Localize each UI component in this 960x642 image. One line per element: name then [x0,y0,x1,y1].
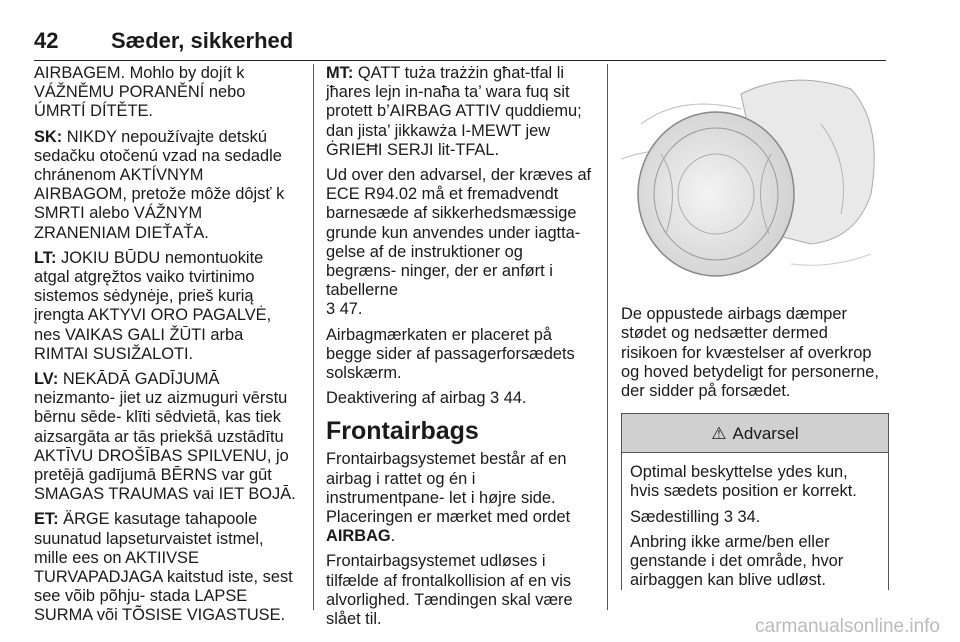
paragraph: Airbagmærkaten er placeret på begge sider af passagerforsædets solskærm. [326,325,575,383]
paragraph: Frontairbagsystemet udløses i tilfælde af frontalkollision af en vis alvorlighed. Tændingen skal være slået til. [326,552,573,629]
paragraph: AIRBAGEM. Mohlo by dojít k VÁŽNĚMU PORANĚNÍ nebo ÚMRTÍ DÍTĚTE. [34,64,246,121]
column-divider [313,64,314,610]
page-ref-icon: 3 [723,507,733,526]
paragraph: Ud over den advarsel, der kræves af ECE R94.02 må et fremadvendt barnesæde af sikkerhedsmæssige grunde kun anvendes under iagtta- gelse af de instruktioner og begræns- ninger, der er anført i tabellerne 3 47. [326,166,592,319]
paragraph: Frontairbagsystemet består af en airbag i rattet og én i instrumentpane- let i højre side. Placeringen er mærket med ordet AIRBAG. [326,450,571,546]
paragraph-lv: LV: NEKĀDĀ GADĪJUMĀ neizmanto- jiet uz aizmuguri vērstu bērnu sēde- klīti sēdvietā, kas tiek aizsargāta ar tās priekšā uzstādītu AKTĪVU DROŠĪBAS SPILVENU, jo pretējā gadījumā BĒRNS var gūt SMAGAS TRAUMAS vai IET BOJĀ. [34,370,296,504]
page-ref-link[interactable]: 34. [737,507,761,526]
paragraph: Sædestilling 3 34. [630,507,761,526]
warning-body [622,453,888,590]
page-number: 42 [34,28,59,53]
column-3 [621,64,887,596]
page-ref-link[interactable]: 44. [503,389,527,408]
warning-header [622,413,888,453]
paragraph-lt: LT: JOKIU BŪDU nemontuokite atgal atgręžtos vaiko tvirtinimo sistemos sėdynėje, prieš kurią įrengta AKTYVI ORO PAGALVĖ, nes VAIKAS GALI ŽŪTI arba RIMTAI SUSIŽALOTI. [34,248,272,363]
watermark: carmanualsonline.info [755,616,940,637]
airbag-illustration [621,64,887,286]
paragraph-et: ET: ÄRGE kasutage tahapoole suunatud lapseturvaistet istmel, mille ees on AKTIIVSE TURVAPADJAGA kaitstud iste, sest see võib põhju- stada LAPSE SURMA või TÕSISE VIGASTUSE. [34,510,293,625]
page-ref-link[interactable]: 47. [339,300,363,319]
column-divider [607,64,608,610]
column-1 [34,64,296,632]
paragraph: Optimal beskyttelse ydes kun, hvis sædets position er korrekt. [630,463,857,501]
section-title: Sæder, sikkerhed [111,28,294,53]
paragraph: Anbring ikke arme/ben eller genstande i det område, hvor airbaggen kan blive udløst. [630,532,844,590]
column-2 [326,64,592,635]
page-ref-icon: 3 [490,389,500,408]
paragraph: Deaktivering af airbag 3 44. [326,389,527,408]
page-ref-icon: 3 [326,300,336,319]
figure-caption: De oppustede airbags dæmper stødet og nedsætter dermed risikoen for kvæstelser af overkrop og hoved betydeligt for personerne, der sidder på forsædet. [621,305,879,401]
warning-box [621,413,889,590]
heading-frontairbags: Frontairbags [326,417,479,446]
paragraph-mt: MT: QATT tuża trażżin għat-tfal li jħares lejn in-naħa ta’ wara fuq sit protett b’AIRBAG ATTIV quddiemu; dan jista’ jikkawża I-MEWT jew ĠRIEĦI SERJI lit-TFAL. [326,64,582,159]
warning-title: Advarsel [732,423,799,443]
page-header [34,20,886,61]
paragraph-sk: SK: NIKDY nepoužívajte detskú sedačku otočenú vzad na sedadle chránenom AKTÍVNYM AIRBAGOM, pretože môže dôjsť k SMRTI alebo VÁŽNYM ZRANENIAM DIEŤAŤA. [34,127,285,242]
warning-triangle-icon: ⚠ [711,423,727,443]
